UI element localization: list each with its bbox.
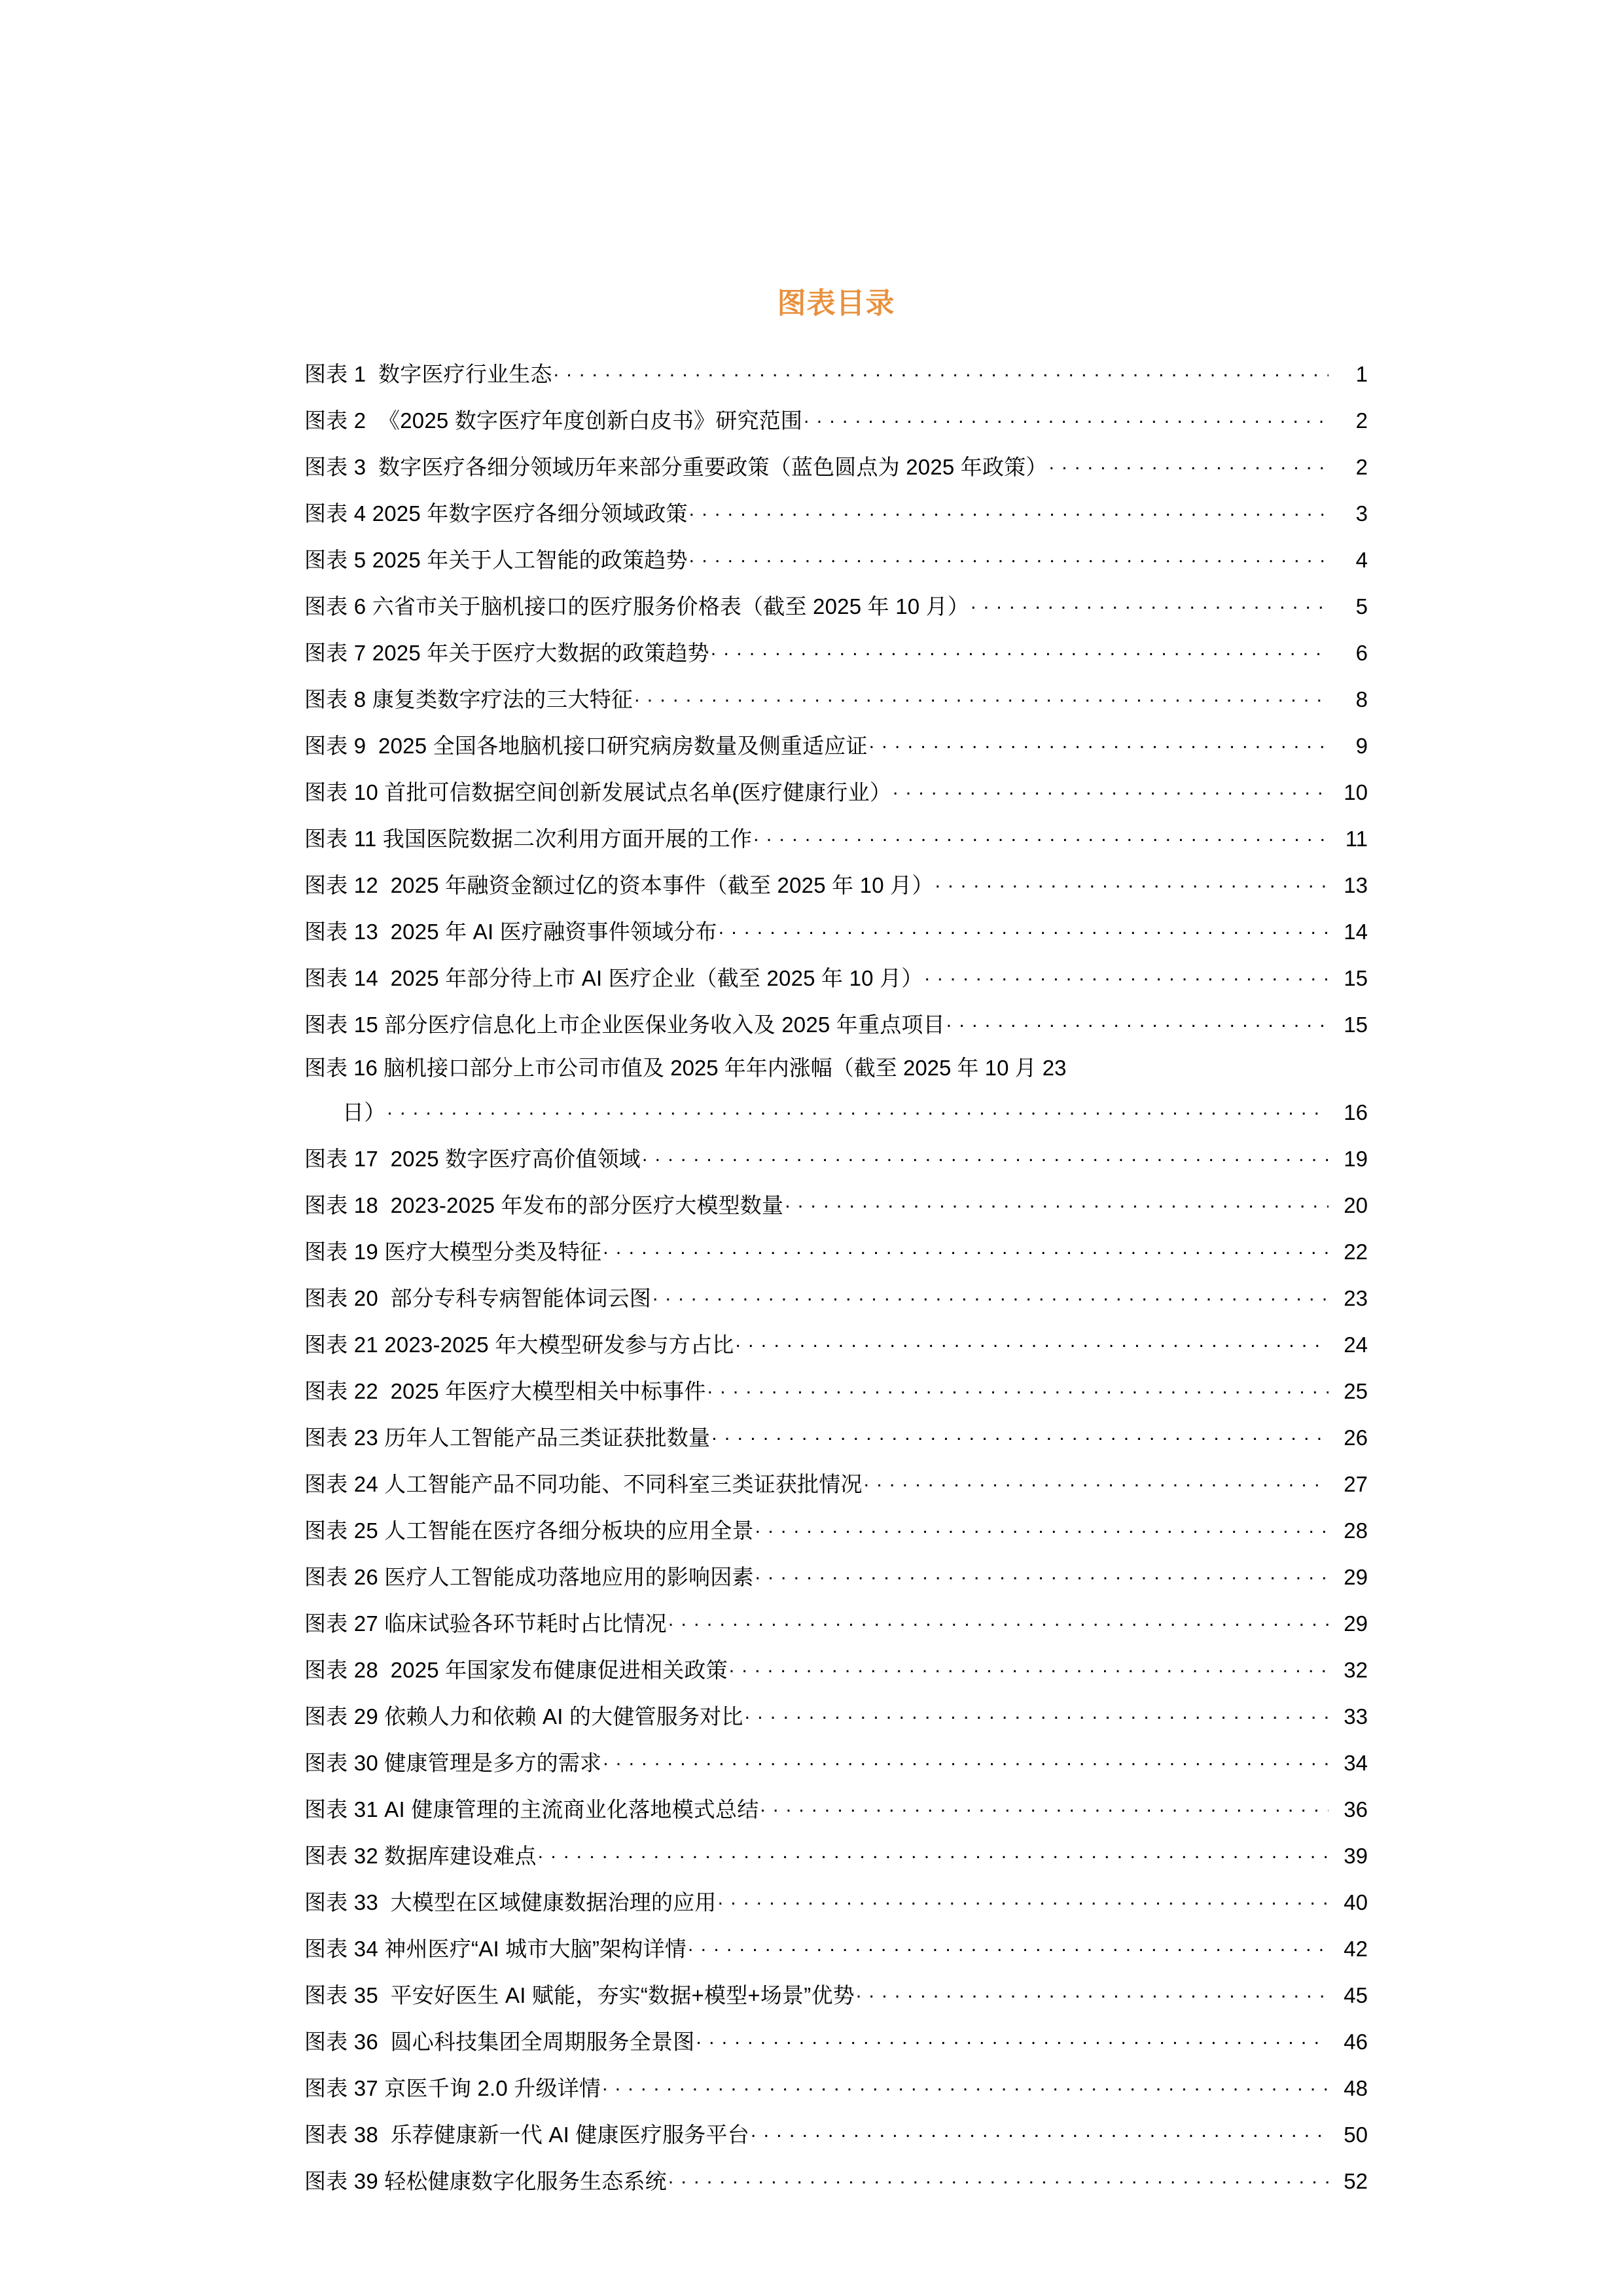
toc-entry-row: [304, 2074, 1368, 2099]
toc-entry-page-number: 24: [1344, 1333, 1368, 1357]
toc-entry[interactable]: [304, 546, 1368, 571]
toc-entry-label: 图表 23 历年人工智能产品三类证获批数量: [304, 1426, 711, 1450]
toc-entry-page-number: 40: [1344, 1890, 1368, 1915]
toc-entry-label: 图表 26 医疗人工智能成功落地应用的影响因素: [304, 1565, 754, 1590]
toc-entry-row: [304, 360, 1368, 385]
toc-entry[interactable]: [304, 2121, 1368, 2145]
toc-entry-row: [304, 1563, 1368, 1588]
toc-entry-label: 图表 31 AI 健康管理的主流商业化落地模式总结: [304, 1797, 759, 1822]
toc-entry-row: [304, 871, 1368, 896]
toc-leader-dots: [745, 1702, 1329, 1724]
toc-entry-row: [304, 1284, 1368, 1309]
toc-entry-label: 图表 21 2023-2025 年大模型研发参与方占比: [304, 1333, 734, 1357]
toc-leader-dots: [869, 732, 1329, 753]
toc-entry-row: [304, 1702, 1368, 1727]
toc-entry-page-number: 46: [1344, 2030, 1368, 2054]
toc-entry-page-number: 13: [1344, 873, 1368, 898]
toc-entry-label: 图表 11 我国医院数据二次利用方面开展的工作: [304, 827, 753, 852]
toc-entry-page-number: 26: [1344, 1426, 1368, 1450]
toc-entry-label: 图表 9 2025 全国各地脑机接口研究病房数量及侧重适应证: [304, 734, 868, 759]
toc-entry-row: [304, 1842, 1368, 1867]
toc-entry-page-number: 8: [1355, 687, 1368, 712]
toc-entry-label: 图表 19 医疗大模型分类及特征: [304, 1240, 602, 1265]
toc-entry[interactable]: [304, 1749, 1368, 1774]
toc-entry-page-number: 25: [1344, 1379, 1368, 1404]
toc-entry-label: 图表 27 临床试验各环节耗时占比情况: [304, 1611, 667, 1636]
toc-entry-label: 图表 17 2025 数字医疗高价值领域: [304, 1147, 641, 1172]
toc-leader-dots: [711, 639, 1329, 660]
toc-entry-page-number: 42: [1344, 1937, 1368, 1962]
toc-entry-page-number: 29: [1344, 1611, 1368, 1636]
toc-entry-page-number: 6: [1355, 641, 1368, 666]
toc-entry-page-number: 3: [1355, 501, 1368, 526]
toc-entry-label: 图表 38 乐荐健康新一代 AI 健康医疗服务平台: [304, 2123, 749, 2147]
toc-entry-row: [304, 1377, 1368, 1402]
toc-entry-row: [304, 685, 1368, 710]
toc-leader-dots: [689, 546, 1329, 567]
toc-entry-row: [304, 453, 1368, 478]
toc-entry-label: 图表 15 部分医疗信息化上市企业医保业务收入及 2025 年重点项目: [304, 1013, 945, 1037]
toc-leader-dots: [554, 360, 1329, 382]
toc-leader-dots: [755, 1563, 1329, 1585]
toc-entry[interactable]: [304, 732, 1368, 757]
toc-entry[interactable]: [304, 360, 1368, 385]
toc-entry-label: 图表 5 2025 年关于人工智能的政策趋势: [304, 548, 688, 573]
toc-entry-row: [304, 1609, 1368, 1634]
toc-entry-page-number: 52: [1344, 2169, 1368, 2194]
toc-entry[interactable]: [304, 1935, 1368, 1960]
toc-entry-page-number: 2: [1355, 455, 1368, 480]
toc-entry[interactable]: [304, 406, 1368, 431]
toc-entry-page-number: 2: [1355, 408, 1368, 433]
toc-entry-page-number: 23: [1344, 1286, 1368, 1311]
toc-entry[interactable]: [304, 1842, 1368, 1867]
toc-entry-row: [304, 1191, 1368, 1216]
toc-entry-label: 图表 20 部分专科专病智能体词云图: [304, 1286, 652, 1311]
toc-entry-page-number: 45: [1344, 1983, 1368, 2008]
toc-entry[interactable]: [304, 1470, 1368, 1495]
toc-leader-dots: [602, 2074, 1329, 2096]
page-title: 图表目录: [777, 287, 895, 319]
toc-entry-page-number: 10: [1344, 780, 1368, 805]
toc-leader-dots: [719, 918, 1329, 939]
toc-entry-page-number: 19: [1344, 1147, 1368, 1172]
toc-entry-page-number: 36: [1344, 1797, 1368, 1822]
toc-entry-page-number: 48: [1344, 2076, 1368, 2101]
toc-entry-page-number: 29: [1344, 1565, 1368, 1590]
toc-entry[interactable]: [304, 1563, 1368, 1588]
toc-entry-label: 图表 18 2023-2025 年发布的部分医疗大模型数量: [304, 1193, 784, 1218]
toc-entry[interactable]: [304, 1981, 1368, 2006]
toc-leader-dots: [729, 1656, 1329, 1677]
toc-entry-label: 图表 13 2025 年 AI 医疗融资事件领域分布: [304, 920, 717, 944]
toc-leader-dots: [971, 592, 1329, 614]
toc-leader-dots: [925, 964, 1329, 986]
toc-entry[interactable]: [304, 2074, 1368, 2099]
toc-entry-label: 图表 32 数据库建设难点: [304, 1844, 537, 1869]
toc-entry-row: [304, 825, 1368, 850]
toc-entry-page-number: 34: [1344, 1751, 1368, 1776]
toc-entry[interactable]: [304, 1377, 1368, 1402]
toc-leader-dots: [668, 2167, 1329, 2189]
toc-entry-page-number: 28: [1344, 1518, 1368, 1543]
toc-leader-dots: [753, 825, 1329, 846]
toc-entry-page-number: 5: [1355, 594, 1368, 619]
toc-entry-label: 图表 30 健康管理是多方的需求: [304, 1751, 602, 1776]
toc-leader-dots: [668, 1609, 1329, 1631]
toc-entry[interactable]: [304, 1516, 1368, 1541]
toc-entry-page-number: 1: [1355, 362, 1368, 387]
toc-leader-dots: [652, 1284, 1329, 1306]
toc-entry-row: [304, 2028, 1368, 2053]
toc-entry-label: 图表 36 圆心科技集团全周期服务全景图: [304, 2030, 695, 2054]
toc-entry-page-number: 32: [1344, 1658, 1368, 1683]
toc-entry-row: [304, 499, 1368, 524]
toc-entry-row: [304, 2167, 1368, 2192]
toc-entry-row: [304, 1331, 1368, 1355]
toc-entry[interactable]: [304, 592, 1368, 617]
toc-entry-row: [304, 592, 1368, 617]
toc-entry-row: [304, 1424, 1368, 1448]
toc-entry-row: [304, 964, 1368, 989]
toc-leader-dots: [538, 1842, 1329, 1863]
toc-entry-label: 图表 3 数字医疗各细分领域历年来部分重要政策（蓝色圆点为 2025 年政策）: [304, 455, 1048, 480]
toc-entry-label: 图表 22 2025 年医疗大模型相关中标事件: [304, 1379, 706, 1404]
toc-leader-dots: [804, 406, 1329, 428]
toc-leader-dots: [760, 1795, 1329, 1817]
toc-entry-page-number: 11: [1345, 827, 1368, 852]
toc-entry[interactable]: [304, 825, 1368, 850]
toc-entry-label: 图表 8 康复类数字疗法的三大特征: [304, 687, 633, 712]
toc-entry-label: 图表 4 2025 年数字医疗各细分领域政策: [304, 501, 688, 526]
toc-entry-row: [304, 2121, 1368, 2145]
toc-entry[interactable]: [304, 1057, 1368, 1123]
toc-entry-label: 图表 12 2025 年融资金额过亿的资本事件（截至 2025 年 10 月）: [304, 873, 934, 898]
toc-leader-dots: [696, 2028, 1329, 2049]
toc-entry-page-number: 15: [1344, 966, 1368, 991]
toc-entry[interactable]: [304, 499, 1368, 524]
toc-entry[interactable]: [304, 1609, 1368, 1634]
toc-entry-label: 图表 16 脑机接口部分上市公司市值及 2025 年年内涨幅（截至 2025 年 10 月 23: [304, 1056, 1067, 1081]
toc-entry-label: 图表 33 大模型在区域健康数据治理的应用: [304, 1890, 717, 1915]
toc-entry-label: 图表 34 神州医疗“AI 城市大脑”架构详情: [304, 1937, 687, 1962]
toc-entry-row: [304, 1749, 1368, 1774]
toc-entry[interactable]: [304, 1795, 1368, 1820]
toc-entry-label: 图表 29 依赖人力和依赖 AI 的大健管服务对比: [304, 1704, 743, 1729]
toc-entry[interactable]: [304, 1284, 1368, 1309]
toc-entry[interactable]: [304, 685, 1368, 710]
toc-entry-label: 图表 10 首批可信数据空间创新发展试点名单(医疗健康行业）: [304, 780, 892, 805]
toc-entry-label: 图表 24 人工智能产品不同功能、不同科室三类证获批情况: [304, 1472, 863, 1497]
toc-entry[interactable]: [304, 964, 1368, 989]
toc-leader-dots: [785, 1191, 1329, 1213]
toc-entry-page-number: 20: [1344, 1193, 1368, 1218]
toc-entry-label: 图表 6 六省市关于脑机接口的医疗服务价格表（截至 2025 年 10 月）: [304, 594, 970, 619]
toc-entry-row: [304, 1656, 1368, 1681]
toc-entry[interactable]: [304, 1191, 1368, 1216]
toc-entry[interactable]: [304, 1656, 1368, 1681]
toc-entry-label: 图表 2 《2025 数字医疗年度创新白皮书》研究范围: [304, 408, 803, 433]
toc-entry-row: [304, 1238, 1368, 1263]
toc-entry[interactable]: [304, 1424, 1368, 1448]
toc-entry-row: [304, 639, 1368, 664]
toc-entry-page-number: 16: [1344, 1100, 1368, 1125]
toc-entry-label: 图表 25 人工智能在医疗各细分板块的应用全景: [304, 1518, 754, 1543]
toc-leader-dots: [603, 1749, 1329, 1770]
toc-entry-page-number: 33: [1344, 1704, 1368, 1729]
toc-entry-row: [304, 1011, 1368, 1035]
toc-leader-dots: [707, 1377, 1329, 1399]
toc-entry[interactable]: [304, 1702, 1368, 1727]
toc-leader-dots: [893, 778, 1329, 800]
toc-entry[interactable]: [304, 2167, 1368, 2192]
toc-entry-page-number: 15: [1344, 1013, 1368, 1037]
toc-leader-dots: [1049, 453, 1329, 475]
toc-entry-page-number: 4: [1355, 548, 1368, 573]
toc-entry-row: [304, 1981, 1368, 2006]
toc-entry[interactable]: [304, 778, 1368, 803]
toc-leader-dots: [935, 871, 1329, 893]
toc-leader-dots: [688, 1935, 1329, 1956]
toc-entry-label-continued: [304, 1098, 1368, 1123]
toc-entry[interactable]: [304, 2028, 1368, 2053]
toc-entry-label: 图表 35 平安好医生 AI 赋能，夯实“数据+模型+场景”优势: [304, 1983, 855, 2008]
toc-entry-label: 图表 28 2025 年国家发布健康促进相关政策: [304, 1658, 728, 1683]
toc-leader-dots: [718, 1888, 1329, 1910]
toc-entry-label: 图表 1 数字医疗行业生态: [304, 362, 552, 387]
toc-entry-label: 图表 14 2025 年部分待上市 AI 医疗企业（截至 2025 年 10 月）: [304, 966, 923, 991]
toc-entry-page-number: 50: [1344, 2123, 1368, 2147]
toc-entry-row: [304, 1795, 1368, 1820]
toc-entry[interactable]: [304, 1331, 1368, 1355]
toc-entry-row: [304, 1145, 1368, 1170]
toc-entry-row: [304, 918, 1368, 942]
toc-entry-row: [304, 546, 1368, 571]
toc-entry-row: [304, 1516, 1368, 1541]
toc-entry-page-number: 39: [1344, 1844, 1368, 1869]
toc-entry[interactable]: [304, 1011, 1368, 1035]
toc-entry[interactable]: [304, 639, 1368, 664]
toc-entry-label: 图表 7 2025 年关于医疗大数据的政策趋势: [304, 641, 709, 666]
toc-entry-label-wrap-text: 日）: [342, 1100, 386, 1125]
toc-entry-row: [304, 1470, 1368, 1495]
toc-leader-dots: [634, 685, 1329, 707]
toc-entry-row: [304, 1888, 1368, 1913]
toc-entry-page-number: 22: [1344, 1240, 1368, 1265]
toc-entry[interactable]: [304, 1888, 1368, 1913]
toc-entry[interactable]: [304, 918, 1368, 942]
toc-entry-row: [304, 732, 1368, 757]
toc-content: [304, 288, 1368, 2214]
toc-list: [304, 360, 1368, 2192]
toc-entry[interactable]: [304, 1238, 1368, 1263]
toc-leader-dots: [387, 1098, 1329, 1120]
toc-entry-row: [304, 1935, 1368, 1960]
toc-leader-dots: [751, 2121, 1329, 2142]
toc-leader-dots: [946, 1011, 1329, 1032]
toc-leader-dots: [603, 1238, 1329, 1259]
toc-entry[interactable]: [304, 453, 1368, 478]
toc-leader-dots: [642, 1145, 1329, 1166]
toc-entry-page-number: 14: [1344, 920, 1368, 944]
toc-entry-page-number: 27: [1344, 1472, 1368, 1497]
toc-entry[interactable]: [304, 1145, 1368, 1170]
toc-leader-dots: [755, 1516, 1329, 1538]
toc-leader-dots: [735, 1331, 1329, 1352]
toc-leader-dots: [856, 1981, 1329, 2003]
toc-leader-dots: [689, 499, 1329, 521]
toc-entry-row: [304, 778, 1368, 803]
toc-entry[interactable]: [304, 871, 1368, 896]
toc-leader-dots: [711, 1424, 1329, 1445]
toc-entry-row: [304, 406, 1368, 431]
toc-entry-label: 图表 39 轻松健康数字化服务生态系统: [304, 2169, 667, 2194]
toc-entry-page-number: 9: [1355, 734, 1368, 759]
toc-entry-label: 图表 37 京医千询 2.0 升级详情: [304, 2076, 601, 2101]
toc-leader-dots: [864, 1470, 1329, 1492]
